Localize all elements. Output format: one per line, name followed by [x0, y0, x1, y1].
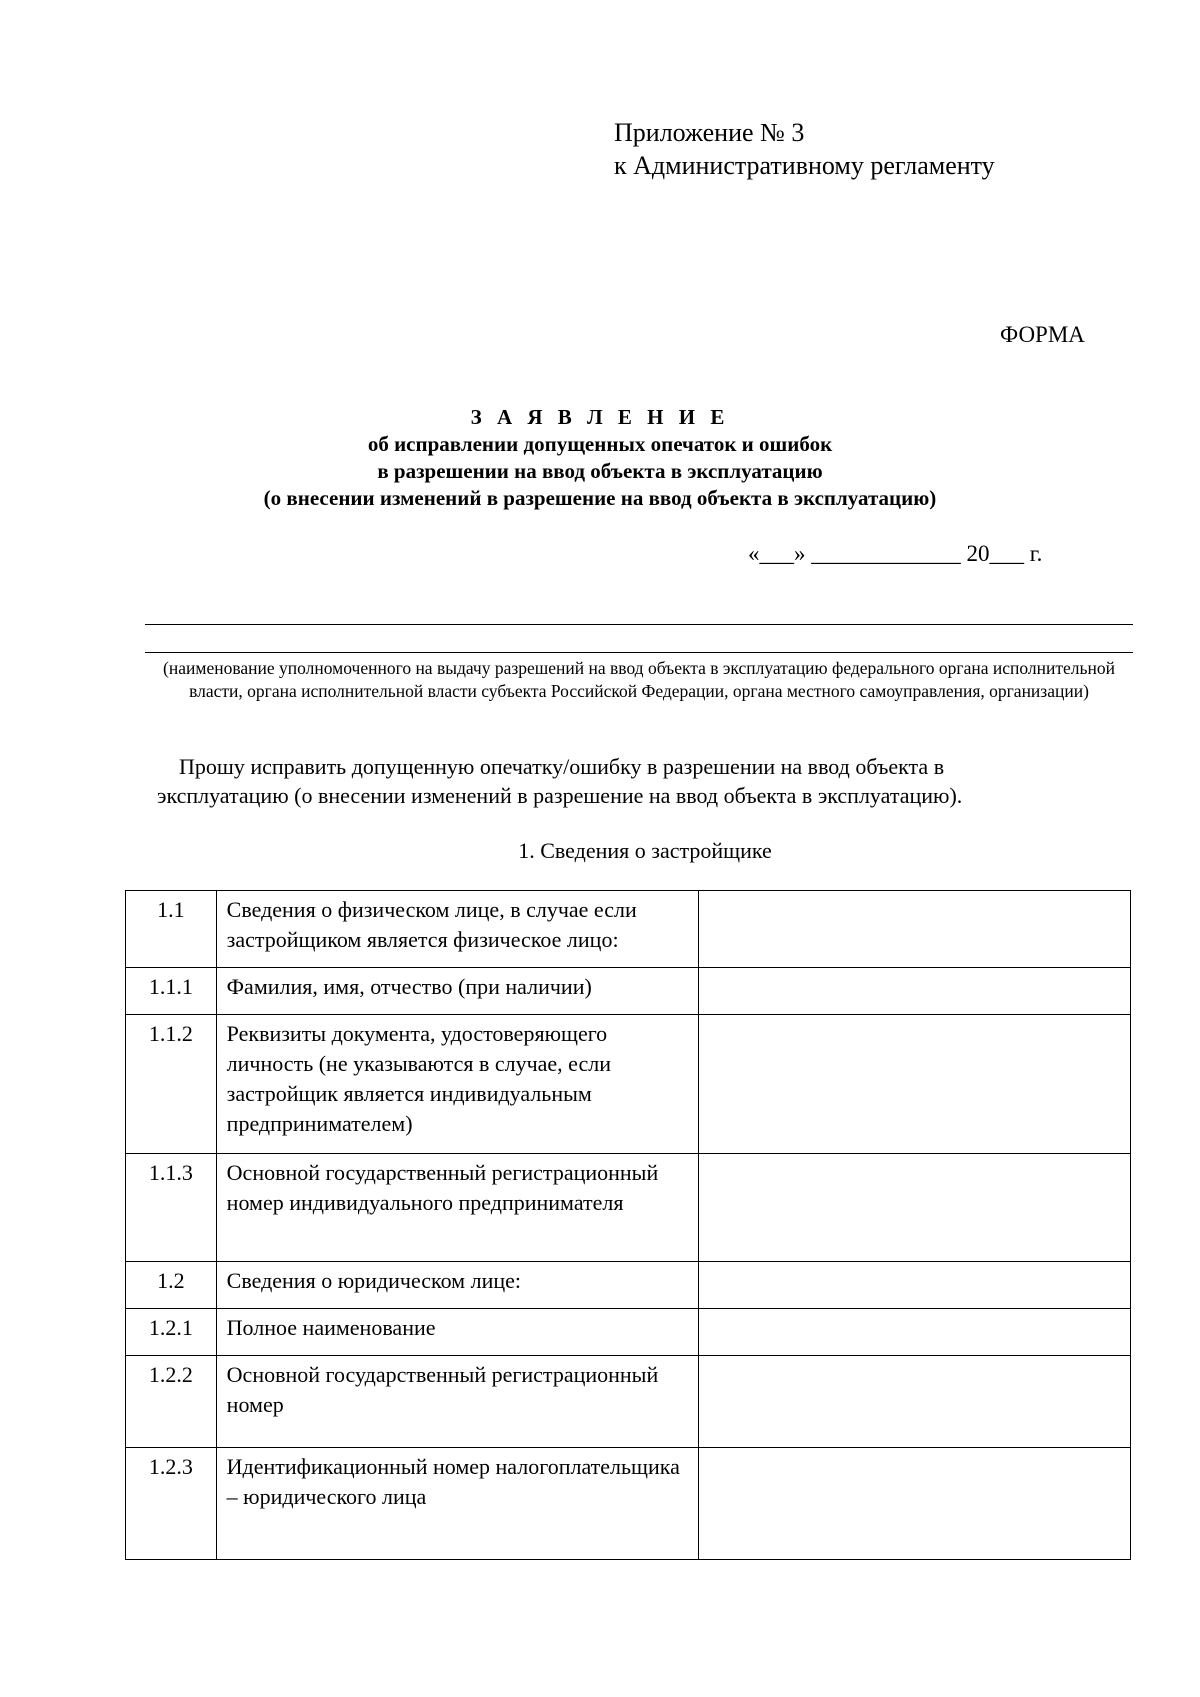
row-value-cell[interactable]	[699, 1309, 1131, 1356]
row-value-cell[interactable]	[699, 968, 1131, 1015]
row-label: Основной государственный регистрационный номер индивидуального предпринимателя	[216, 1154, 699, 1262]
request-line-2: эксплуатацию (о внесении изменений в разрешение на ввод объекта в эксплуатацию).	[157, 783, 963, 808]
developer-info-table	[125, 890, 1131, 1560]
table-row	[126, 1015, 1131, 1154]
authority-caption: (наименование уполномоченного на выдачу разрешений на ввод объекта в эксплуатацию федерального органа исполнительной власти, органа исполнительной власти субъекта Российской Федерации, органа местного самоуправления, организации)	[163, 658, 1115, 701]
request-text	[157, 752, 1097, 810]
table-row	[126, 1448, 1131, 1560]
row-number: 1.1.2	[126, 1015, 217, 1154]
authority-name-line-2[interactable]	[145, 652, 1133, 653]
row-label: Сведения о физическом лице, в случае если застройщиком является физическое лицо:	[216, 891, 699, 968]
appendix-reference	[614, 116, 995, 182]
title-line-2: в разрешении на ввод объекта в эксплуатацию	[377, 459, 823, 483]
table-row	[126, 1356, 1131, 1448]
table-row	[126, 1262, 1131, 1309]
title-line-3: (о внесении изменений в разрешение на ввод объекта в эксплуатацию)	[263, 486, 937, 510]
document-title	[0, 404, 1200, 512]
authority-name-line-1[interactable]	[145, 624, 1133, 625]
row-value-cell[interactable]	[699, 1448, 1131, 1560]
section-1-title: 1. Сведения о застройщике	[518, 838, 772, 863]
row-label: Полное наименование	[216, 1309, 699, 1356]
title-line-1: об исправлении допущенных опечаток и ошибок	[367, 432, 833, 456]
date-field[interactable]: «___» _____________ 20___ г.	[748, 541, 1043, 566]
row-label: Фамилия, имя, отчество (при наличии)	[216, 968, 699, 1015]
row-label: Сведения о юридическом лице:	[216, 1262, 699, 1309]
title-heading: З А Я В Л Е Н И Е	[470, 405, 730, 429]
table-row	[126, 1154, 1131, 1262]
row-value-cell[interactable]	[699, 891, 1131, 968]
row-number: 1.2	[126, 1262, 217, 1309]
row-value-cell[interactable]	[699, 1154, 1131, 1262]
row-number: 1.1.1	[126, 968, 217, 1015]
row-value-cell[interactable]	[699, 1015, 1131, 1154]
row-label: Идентификационный номер налогоплательщика – юридического лица	[216, 1448, 699, 1560]
table-row	[126, 891, 1131, 968]
row-label: Реквизиты документа, удостоверяющего личность (не указываются в случае, если застройщик является индивидуальным предпринимателем)	[216, 1015, 699, 1154]
table-row	[126, 968, 1131, 1015]
row-number: 1.2.2	[126, 1356, 217, 1448]
table-row	[126, 1309, 1131, 1356]
appendix-number: Приложение № 3	[614, 118, 805, 147]
row-number: 1.1.3	[126, 1154, 217, 1262]
row-value-cell[interactable]	[699, 1356, 1131, 1448]
row-number: 1.2.3	[126, 1448, 217, 1560]
appendix-regulation: к Административному регламенту	[614, 151, 995, 180]
row-value-cell[interactable]	[699, 1262, 1131, 1309]
row-label: Основной государственный регистрационный номер	[216, 1356, 699, 1448]
row-number: 1.1	[126, 891, 217, 968]
row-number: 1.2.1	[126, 1309, 217, 1356]
request-line-1: Прошу исправить допущенную опечатку/ошибку в разрешении на ввод объекта в	[179, 754, 945, 779]
form-label: ФОРМА	[1000, 322, 1085, 347]
